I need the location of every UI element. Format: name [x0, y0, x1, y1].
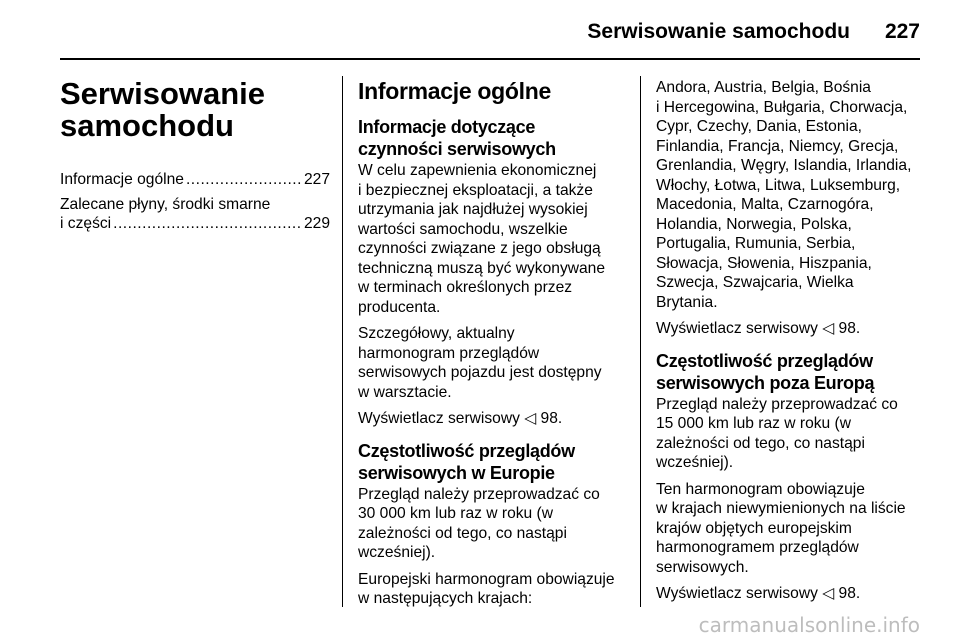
subsection-title-line: serwisowych w Europie — [358, 462, 555, 483]
paragraph — [656, 395, 926, 473]
text-line: zależności od tego, co nastąpi — [358, 524, 567, 542]
cross-reference-service-display[interactable] — [656, 584, 926, 604]
subsection-title-outside-europe-intervals — [656, 350, 926, 394]
right-column — [656, 66, 926, 611]
toc-entry-general-info[interactable] — [60, 170, 330, 190]
text-line: Przegląd należy przeprowadzać co — [656, 395, 898, 413]
text-line: Szwecja, Szwajcaria, Wielka — [656, 274, 854, 291]
text-line: serwisowych pojazdu jest dostępny — [358, 364, 602, 381]
text-line: Wyświetlacz serwisowy ◁ 98. — [656, 320, 861, 337]
cross-reference-service-display[interactable] — [656, 319, 926, 339]
chapter-title-line: Serwisowanie — [60, 76, 266, 111]
text-line: w krajach niewymienionych na liście — [656, 500, 906, 517]
subsection-title-line: Informacje dotyczące — [358, 117, 536, 137]
header-rule — [60, 58, 920, 60]
text-line: i bezpiecznej eksploatacji, a także — [358, 181, 593, 199]
toc-entry-fluids[interactable] — [60, 195, 330, 234]
toc-leader-dots — [113, 214, 302, 234]
left-column — [60, 66, 330, 239]
text-line: Macedonia, Malta, Czarnogóra, — [656, 196, 874, 213]
paragraph-country-list — [656, 78, 926, 312]
text-line: w terminach określonych przez — [358, 279, 573, 296]
text-line: wcześniej). — [656, 454, 734, 471]
text-line: harmonogramem przeglądów — [656, 539, 859, 556]
text-line: Szczegółowy, aktualny — [358, 325, 515, 342]
text-line: Portugalia, Rumunia, Serbia, — [656, 235, 856, 252]
text-line: Andora, Austria, Belgia, Bośnia — [656, 79, 871, 96]
text-line: 15 000 km lub raz w roku (w — [656, 415, 851, 432]
subsection-title-europe-intervals — [358, 440, 628, 484]
text-line: Brytania. — [656, 293, 718, 311]
text-line: Finlandia, Francja, Niemcy, Grecja, — [656, 137, 899, 155]
toc-entry-page: 229 — [303, 215, 330, 232]
toc-entry-page: 227 — [303, 171, 330, 188]
text-line: Ten harmonogram obowiązuje — [656, 480, 865, 498]
chapter-title-line: samochodu — [60, 108, 234, 143]
toc-leader-dots — [186, 170, 302, 190]
text-line: zależności od tego, co nastąpi — [656, 434, 865, 452]
text-line: Holandia, Norwegia, Polska, — [656, 215, 852, 233]
text-line: Słowacja, Słowenia, Hiszpania, — [656, 254, 872, 272]
text-line: techniczną muszą być wykonywane — [358, 259, 606, 277]
page-number: 227 — [884, 20, 920, 43]
text-line: krajów objętych europejskim — [656, 519, 852, 537]
text-line: 30 000 km lub raz w roku (w — [358, 505, 553, 522]
paragraph — [358, 324, 628, 402]
chapter-title — [60, 78, 330, 142]
text-line: Przegląd należy przeprowadzać co — [358, 485, 600, 503]
paragraph — [358, 485, 628, 563]
text-line: Wyświetlacz serwisowy ◁ 98. — [656, 585, 861, 602]
text-line: Cypr, Czechy, Dania, Estonia, — [656, 118, 862, 135]
paragraph — [358, 570, 628, 609]
text-line: czynności związane z jego obsługą — [358, 240, 601, 257]
text-line: Włochy, Łotwa, Litwa, Luksemburg, — [656, 176, 901, 194]
watermark: carmanualsonline.info — [698, 613, 920, 637]
text-line: Europejski harmonogram obowiązuje — [358, 570, 615, 588]
text-line: W celu zapewnienia ekonomicznej — [358, 162, 597, 179]
text-line: wcześniej). — [358, 544, 436, 561]
paragraph — [656, 480, 926, 578]
text-line: utrzymania jak najdłużej wysokiej — [358, 201, 588, 218]
text-line: Wyświetlacz serwisowy ◁ 98. — [358, 410, 563, 427]
text-line: w warsztacie. — [358, 383, 452, 401]
toc-entry-label: Informacje ogólne — [60, 171, 184, 188]
toc-entry-label: i części — [60, 215, 112, 232]
text-line: Grenlandia, Węgry, Islandia, Irlandia, — [656, 157, 912, 174]
paragraph — [358, 161, 628, 317]
subsection-title-line: Częstotliwość przeglądów — [358, 440, 575, 461]
subsection-title-line: serwisowych poza Europą — [656, 372, 875, 393]
text-line: serwisowych. — [656, 558, 749, 576]
text-line: wartości samochodu, wszelkie — [358, 220, 568, 238]
text-line: i Hercegowina, Bułgaria, Chorwacja, — [656, 98, 908, 116]
section-title: Informacje ogólne — [358, 78, 551, 104]
text-line: producenta. — [358, 298, 441, 316]
middle-column — [358, 66, 628, 616]
cross-reference-service-display[interactable] — [358, 409, 628, 429]
running-header-title: Serwisowanie samochodu — [587, 20, 850, 43]
table-of-contents — [60, 170, 330, 234]
toc-entry-label: Zalecane płyny, środki smarne — [60, 195, 271, 213]
text-line: w następujących krajach: — [358, 590, 533, 607]
subsection-title-line: Częstotliwość przeglądów — [656, 350, 873, 371]
subsection-title-service-info — [358, 116, 628, 160]
column-divider-2 — [640, 76, 641, 607]
column-divider-1 — [342, 76, 343, 607]
text-line: harmonogram przeglądów — [358, 344, 540, 362]
subsection-title-line: czynności serwisowych — [358, 139, 556, 159]
